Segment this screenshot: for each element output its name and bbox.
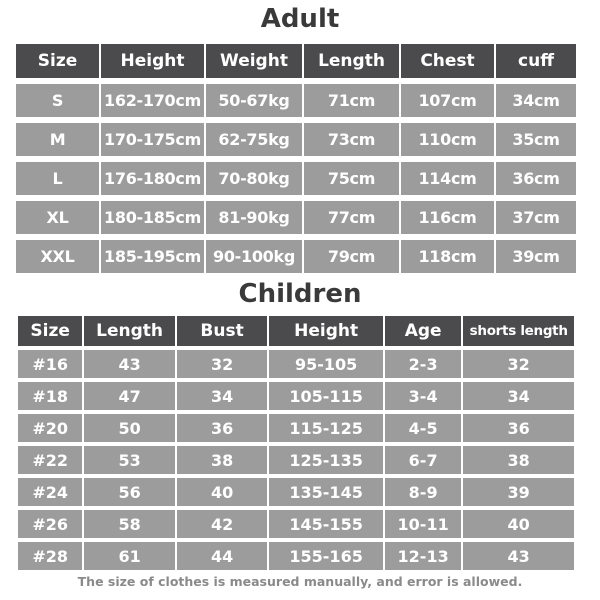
table-cell: 162-170cm [101,84,204,117]
column-header: Height [269,316,383,346]
table-cell: 77cm [304,201,399,234]
table-cell: 39 [463,478,574,506]
table-cell: 6-7 [385,446,461,474]
table-cell: 125-135 [269,446,383,474]
table-row [18,414,574,442]
adult-size-table [14,38,578,279]
table-cell: 38 [177,446,267,474]
table-row [16,240,576,273]
adult-section-title: Adult [260,4,340,34]
table-cell: #18 [18,382,82,410]
column-header: Height [101,44,204,78]
table-cell: 50 [84,414,174,442]
table-row [16,201,576,234]
table-cell: 70-80kg [206,162,302,195]
table-cell: 43 [84,350,174,378]
table-cell: 180-185cm [101,201,204,234]
table-cell: 47 [84,382,174,410]
children-section-title: Children [238,279,362,309]
column-header: Chest [401,44,494,78]
table-cell: 90-100kg [206,240,302,273]
table-cell: 107cm [401,84,494,117]
table-header-row [18,316,574,346]
table-cell: 170-175cm [101,123,204,156]
column-header: Age [385,316,461,346]
table-row [18,510,574,538]
table-cell: 34 [177,382,267,410]
children-size-table [16,312,576,574]
table-cell: 2-3 [385,350,461,378]
table-cell: 61 [84,542,174,570]
table-cell: 155-165 [269,542,383,570]
table-cell: #20 [18,414,82,442]
table-cell: 58 [84,510,174,538]
table-cell: 4-5 [385,414,461,442]
table-cell: 43 [463,542,574,570]
table-cell: 10-11 [385,510,461,538]
column-header: Size [18,316,82,346]
column-header: Weight [206,44,302,78]
table-cell: 44 [177,542,267,570]
table-cell: 12-13 [385,542,461,570]
table-cell: 135-145 [269,478,383,506]
table-cell: S [16,84,99,117]
table-cell: 71cm [304,84,399,117]
table-cell: #16 [18,350,82,378]
table-cell: #26 [18,510,82,538]
table-cell: 95-105 [269,350,383,378]
table-cell: 75cm [304,162,399,195]
table-cell: 36cm [496,162,576,195]
table-cell: 53 [84,446,174,474]
table-cell: 32 [177,350,267,378]
table-cell: 36 [463,414,574,442]
table-cell: 116cm [401,201,494,234]
table-row [16,84,576,117]
column-header: Length [304,44,399,78]
table-cell: 176-180cm [101,162,204,195]
table-cell: 36 [177,414,267,442]
table-cell: 37cm [496,201,576,234]
table-cell: 145-155 [269,510,383,538]
table-cell: XL [16,201,99,234]
table-cell: 79cm [304,240,399,273]
table-cell: 42 [177,510,267,538]
column-header: Bust [177,316,267,346]
table-cell: #22 [18,446,82,474]
table-cell: 3-4 [385,382,461,410]
table-cell: 34 [463,382,574,410]
table-cell: #24 [18,478,82,506]
table-cell: 185-195cm [101,240,204,273]
table-cell: #28 [18,542,82,570]
table-cell: 38 [463,446,574,474]
table-row [16,162,576,195]
table-cell: XXL [16,240,99,273]
table-cell: L [16,162,99,195]
table-cell: 114cm [401,162,494,195]
table-cell: 81-90kg [206,201,302,234]
column-header: Length [84,316,174,346]
table-cell: 118cm [401,240,494,273]
table-cell: 39cm [496,240,576,273]
table-cell: 34cm [496,84,576,117]
table-cell: M [16,123,99,156]
table-cell: 40 [463,510,574,538]
table-cell: 8-9 [385,478,461,506]
table-cell: 40 [177,478,267,506]
table-cell: 115-125 [269,414,383,442]
column-header: Size [16,44,99,78]
table-row [18,446,574,474]
measurement-disclaimer: The size of clothes is measured manually, and error is allowed. [77,574,523,589]
table-cell: 110cm [401,123,494,156]
table-row [18,542,574,570]
column-header: shorts length [463,316,574,346]
column-header: cuff [496,44,576,78]
table-row [18,350,574,378]
table-row [18,382,574,410]
table-cell: 50-67kg [206,84,302,117]
table-cell: 105-115 [269,382,383,410]
table-cell: 35cm [496,123,576,156]
table-cell: 32 [463,350,574,378]
table-cell: 62-75kg [206,123,302,156]
table-cell: 73cm [304,123,399,156]
table-cell: 56 [84,478,174,506]
table-row [16,123,576,156]
table-row [18,478,574,506]
table-header-row [16,44,576,78]
